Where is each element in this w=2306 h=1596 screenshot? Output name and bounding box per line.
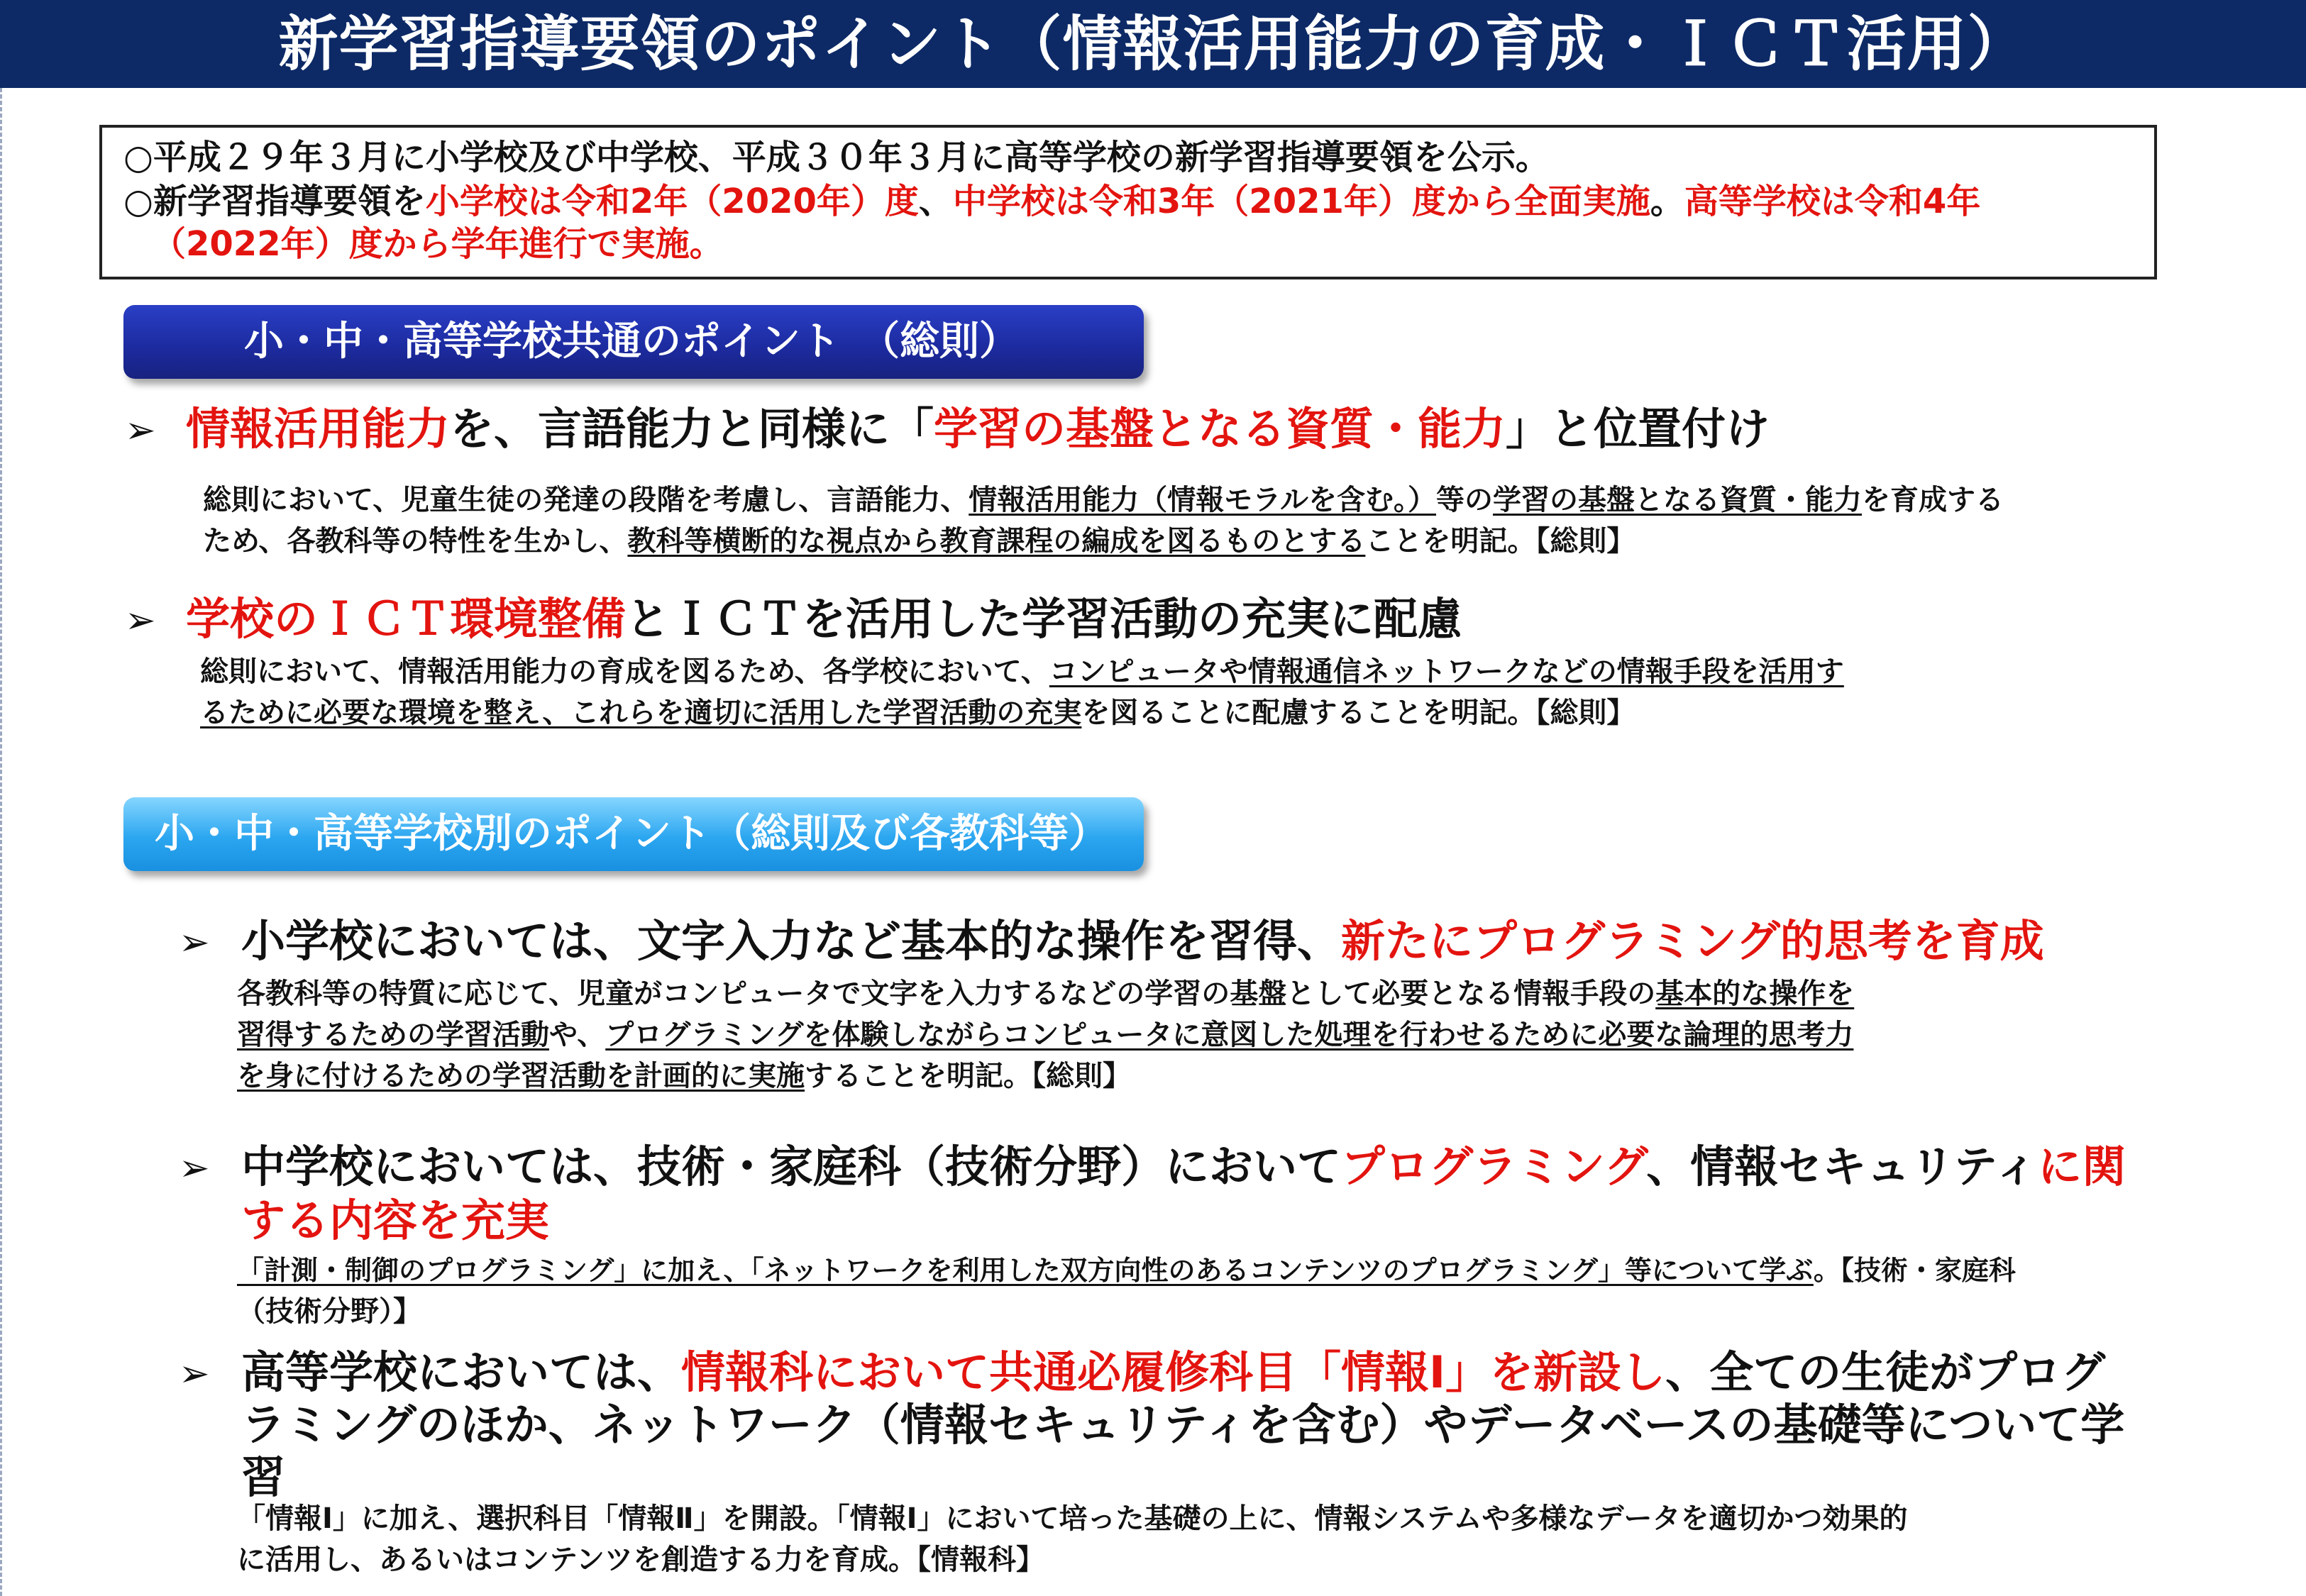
heading-text: 、情報セキュリティ xyxy=(1646,1141,2039,1192)
detail-text: 総則において、児童生徒の発達の段階を考慮し、言語能力、 xyxy=(203,484,969,516)
heading-highlight: 情報科において共通必履修科目「情報Ⅰ」を新設し xyxy=(681,1346,1666,1398)
detail-underline: 情報活用能力（情報モラルを含む。） xyxy=(969,484,1437,516)
elementary-detail-line-1 xyxy=(237,973,1854,1014)
intro-line-1: ○平成２９年３月に小学校及び中学校、平成３０年３月に高等学校の新学習指導要領を公示。 xyxy=(123,138,1550,177)
section-by-school-label: 小・中・高等学校別のポイント（総則及び各教科等） xyxy=(123,797,1144,871)
elementary-detail-line-3 xyxy=(237,1055,1131,1097)
heading-highlight: 学校のＩＣＴ環境整備 xyxy=(186,593,627,645)
common-point-1-detail-line-2 xyxy=(203,521,1635,562)
detail-text: 等の xyxy=(1436,484,1494,516)
intro-highlight: 高等学校は令和4年 xyxy=(1684,182,1981,221)
high-school-detail-line-1: 「情報Ⅰ」に加え、選択科目「情報Ⅱ」を開設。「情報Ⅰ」において培った基礎の上に、情報システムや多様なデータを適切かつ効果的 xyxy=(237,1502,1908,1535)
bullet-marker: ➢ xyxy=(179,1147,210,1190)
detail-underline: 基本的な操作を xyxy=(1655,977,1855,1010)
heading-text: を、言語能力と同様に「 xyxy=(450,403,934,455)
common-point-1-detail-line-1 xyxy=(203,480,2004,521)
detail-text: することを明記。【総則】 xyxy=(805,1060,1131,1092)
detail-text: ことを明記。【総則】 xyxy=(1365,525,1635,558)
heading-highlight: に関 xyxy=(2038,1141,2126,1192)
heading-highlight: 学習の基盤となる資質・能力 xyxy=(934,403,1506,455)
heading-text: 高等学校においては、 xyxy=(241,1346,682,1398)
detail-text: 各教科等の特質に応じて、児童がコンピュータで文字を入力するなどの学習の基盤として必要となる情報手段の xyxy=(237,977,1656,1010)
middle-school-detail-line-1 xyxy=(237,1250,2016,1291)
bullet-marker: ➢ xyxy=(125,409,156,452)
heading-highlight: プログラミング xyxy=(1341,1141,1647,1192)
middle-school-heading-line-1 xyxy=(241,1141,2126,1193)
bullet-marker: ➢ xyxy=(179,1353,210,1395)
intro-highlight: 中学校は令和3年（2021年）度から全面実施 xyxy=(952,182,1650,221)
intro-text: ○新学習指導要領を xyxy=(123,182,426,221)
high-school-heading-line-3: 習 xyxy=(241,1451,286,1503)
detail-underline: コンピュータや情報通信ネットワークなどの情報手段を活用す xyxy=(1049,655,1844,688)
heading-text: 、全ての生徒がプログ xyxy=(1665,1346,2106,1398)
detail-underline: 「計測・制御のプログラミング」に加え、「ネットワークを利用した双方向性のあるコンテンツのプログラミング」等について学ぶ xyxy=(237,1255,1814,1286)
common-point-1-heading xyxy=(186,403,1770,455)
heading-text: 小学校においては、文字入力など基本的な操作を習得、 xyxy=(241,915,1342,967)
detail-text: や、 xyxy=(549,1019,606,1051)
detail-underline: 学習の基盤となる資質・能力 xyxy=(1493,484,1863,516)
detail-text: を育成する xyxy=(1862,484,2004,516)
detail-text: 。【技術・家庭科 xyxy=(1813,1255,2016,1286)
common-point-2-detail-line-2 xyxy=(200,692,1635,733)
intro-line-2 xyxy=(123,180,1980,223)
middle-school-detail-line-2: （技術分野）】 xyxy=(237,1295,421,1328)
section-common-label: 小・中・高等学校共通のポイント （総則） xyxy=(123,305,1144,379)
intro-text: 。 xyxy=(1650,182,1684,221)
heading-text: とＩＣＴを活用した学習活動の充実に配慮 xyxy=(626,593,1462,645)
detail-underline: を身に付けるための学習活動を計画的に実施 xyxy=(237,1060,805,1092)
page-title: 新学習指導要領のポイント（情報活用能力の育成・ＩＣＴ活用） xyxy=(278,9,2028,79)
intro-highlight: 小学校は令和2年（2020年）度 xyxy=(425,182,919,221)
high-school-heading-line-2: ラミングのほか、ネットワーク（情報セキュリティを含む）やデータベースの基礎等について学 xyxy=(241,1399,2125,1451)
bullet-marker: ➢ xyxy=(179,921,210,964)
heading-text: 中学校においては、技術・家庭科（技術分野）において xyxy=(241,1141,1342,1192)
common-point-2-detail-line-1 xyxy=(200,651,1844,692)
detail-underline: プログラミングを体験しながらコンピュータに意図した処理を行わせるために必要な論理的思考力 xyxy=(605,1019,1854,1051)
detail-underline: るために必要な環境を整え、これらを適切に活用した学習活動の充実 xyxy=(200,697,1082,729)
elementary-detail-line-2 xyxy=(237,1014,1853,1055)
intro-text: 、 xyxy=(918,182,953,221)
elementary-heading xyxy=(241,915,2044,968)
detail-text: ため、各教科等の特性を生かし、 xyxy=(203,525,628,558)
high-school-detail-line-2: に活用し、あるいはコンテンツを創造する力を育成。【情報科】 xyxy=(237,1544,1044,1576)
heading-highlight: 情報活用能力 xyxy=(186,403,451,455)
high-school-heading-line-1 xyxy=(241,1346,2105,1399)
detail-text: 総則において、情報活用能力の育成を図るため、各学校において、 xyxy=(200,655,1049,688)
left-edge-divider xyxy=(0,88,2,1596)
heading-highlight: 新たにプログラミング的思考を育成 xyxy=(1341,915,2044,967)
middle-school-heading-line-2: する内容を充実 xyxy=(241,1195,550,1246)
detail-underline: 習得するための学習活動 xyxy=(237,1019,549,1051)
detail-text: を図ることに配慮することを明記。【総則】 xyxy=(1081,697,1635,729)
bullet-marker: ➢ xyxy=(125,599,156,642)
heading-text: 」と位置付け xyxy=(1506,403,1770,455)
intro-box xyxy=(99,125,2157,279)
common-point-2-heading xyxy=(186,593,1462,645)
intro-line-3: （2022年）度から学年進行で実施。 xyxy=(152,224,724,264)
detail-underline: 教科等横断的な視点から教育課程の編成を図るものとする xyxy=(627,525,1366,558)
